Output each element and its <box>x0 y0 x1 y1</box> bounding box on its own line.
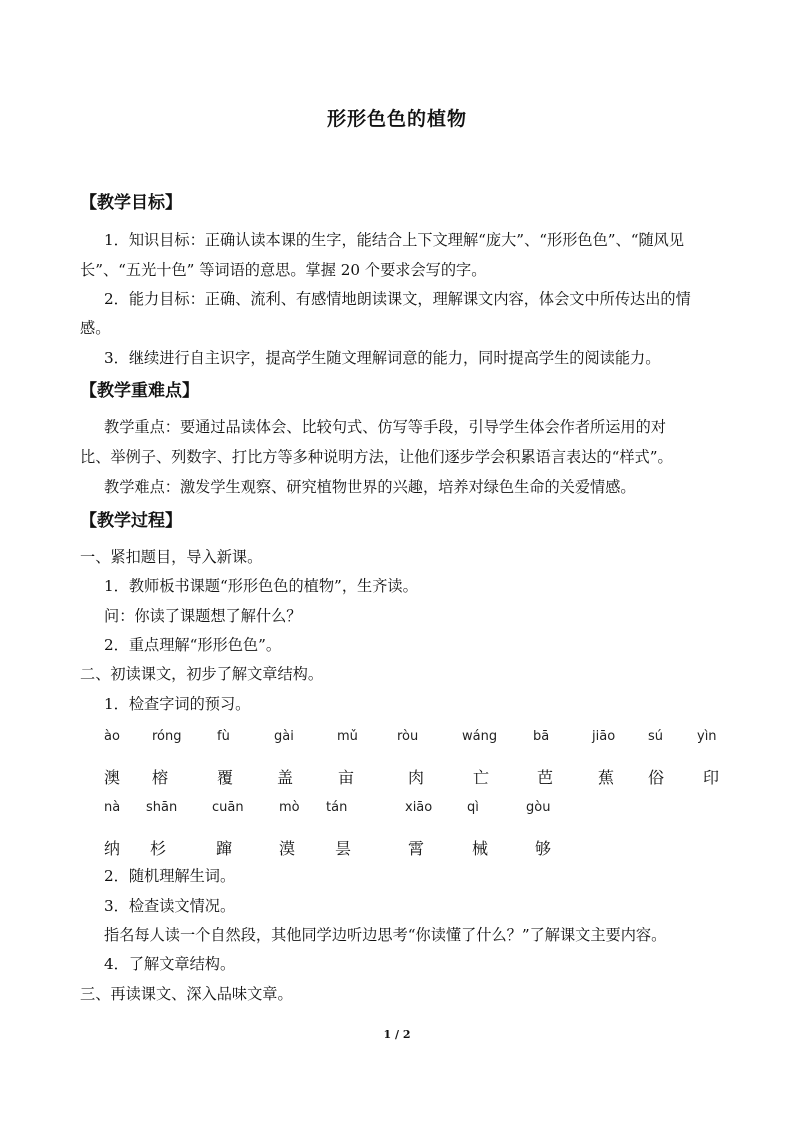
hanzi: 榕 <box>152 768 169 787</box>
hanzi: 蹿 <box>216 839 233 858</box>
hanzi: 盖 <box>277 768 294 787</box>
hanzi: 杉 <box>150 839 167 858</box>
hanzi: 亩 <box>338 768 355 787</box>
step1-question: 问：你读了课题想了解什么？ <box>104 607 302 625</box>
pinyin: tán <box>326 800 348 815</box>
hanzi: 澳 <box>104 768 121 787</box>
hanzi: 肉 <box>408 768 425 787</box>
pinyin: ròu <box>397 729 419 744</box>
pinyin: xiāo <box>405 800 433 815</box>
pinyin: gòu <box>526 800 551 815</box>
step2-item1: 1．检查字词的预习。 <box>104 695 251 713</box>
goal1-line2: 长”、“五光十色” 等词语的意思。掌握 20 个要求会写的字。 <box>80 261 487 279</box>
pinyin: cuān <box>212 800 244 815</box>
pinyin: wáng <box>462 729 498 744</box>
hanzi: 够 <box>535 839 552 858</box>
step2-item2: 2．随机理解生词。 <box>104 867 236 885</box>
step2-item3-detail: 指名每人读一个自然段，其他同学边听边思考“你读懂了什么？”了解课文主要内容。 <box>104 926 667 944</box>
hanzi: 芭 <box>537 768 554 787</box>
pinyin: róng <box>152 729 182 744</box>
goal1-line1: 1．知识目标：正确认读本课的生字，能结合上下文理解“庞大”、“形形色色”、“随风见 <box>104 231 685 249</box>
pinyin: gài <box>274 729 294 744</box>
hanzi: 俗 <box>648 768 665 787</box>
goal2-line2: 感。 <box>80 319 111 337</box>
difficulty-point: 教学难点：激发学生观察、研究植物世界的兴趣，培养对绿色生命的关爱情感。 <box>104 478 636 496</box>
hanzi: 印 <box>703 768 720 787</box>
heading-teaching-goals: 【教学目标】 <box>80 193 182 213</box>
pinyin: nà <box>104 800 121 815</box>
pinyin: mò <box>279 800 300 815</box>
step2-item4: 4．了解文章结构。 <box>104 955 236 973</box>
pinyin: mǔ <box>337 729 358 744</box>
step1-item2: 2．重点理解“形形色色”。 <box>104 636 282 654</box>
pinyin: qì <box>467 800 479 815</box>
step3: 三、再读课文、深入品味文章。 <box>80 985 293 1003</box>
step2-item3: 3．检查读文情况。 <box>104 897 236 915</box>
heading-teaching-process: 【教学过程】 <box>80 511 182 531</box>
step1: 一、紧扣题目，导入新课。 <box>80 548 263 566</box>
key-point-line2: 比、举例子、列数字、打比方等多种说明方法，让他们逐步学会积累语言表达的“样式”。 <box>80 448 673 466</box>
hanzi: 纳 <box>104 839 121 858</box>
pinyin: bā <box>533 729 550 744</box>
goal3: 3．继续进行自主识字，提高学生随文理解词意的能力，同时提高学生的阅读能力。 <box>104 349 661 367</box>
page-title: 形形色色的植物 <box>326 108 467 130</box>
hanzi: 亡 <box>473 768 490 787</box>
hanzi: 漠 <box>279 839 296 858</box>
step1-item1: 1．教师板书课题“形形色色的植物”，生齐读。 <box>104 577 418 595</box>
hanzi: 昙 <box>335 839 352 858</box>
pinyin: sú <box>648 729 664 744</box>
step2: 二、初读课文，初步了解文章结构。 <box>80 665 323 683</box>
page-number: 1 / 2 <box>383 1028 411 1041</box>
pinyin: jiāo <box>592 729 616 744</box>
hanzi: 覆 <box>217 768 234 787</box>
pinyin: yìn <box>697 729 717 744</box>
hanzi: 械 <box>472 839 489 858</box>
hanzi: 霄 <box>408 839 425 858</box>
heading-key-points: 【教学重难点】 <box>80 381 199 401</box>
hanzi: 蕉 <box>598 768 615 787</box>
pinyin: fù <box>217 729 230 744</box>
pinyin: ào <box>104 729 120 744</box>
key-point-line1: 教学重点：要通过品读体会、比较句式、仿写等手段，引导学生体会作者所运用的对 <box>104 418 666 436</box>
goal2-line1: 2．能力目标：正确、流利、有感情地朗读课文，理解课文内容，体会文中所传达出的情 <box>104 290 691 308</box>
pinyin: shān <box>146 800 178 815</box>
